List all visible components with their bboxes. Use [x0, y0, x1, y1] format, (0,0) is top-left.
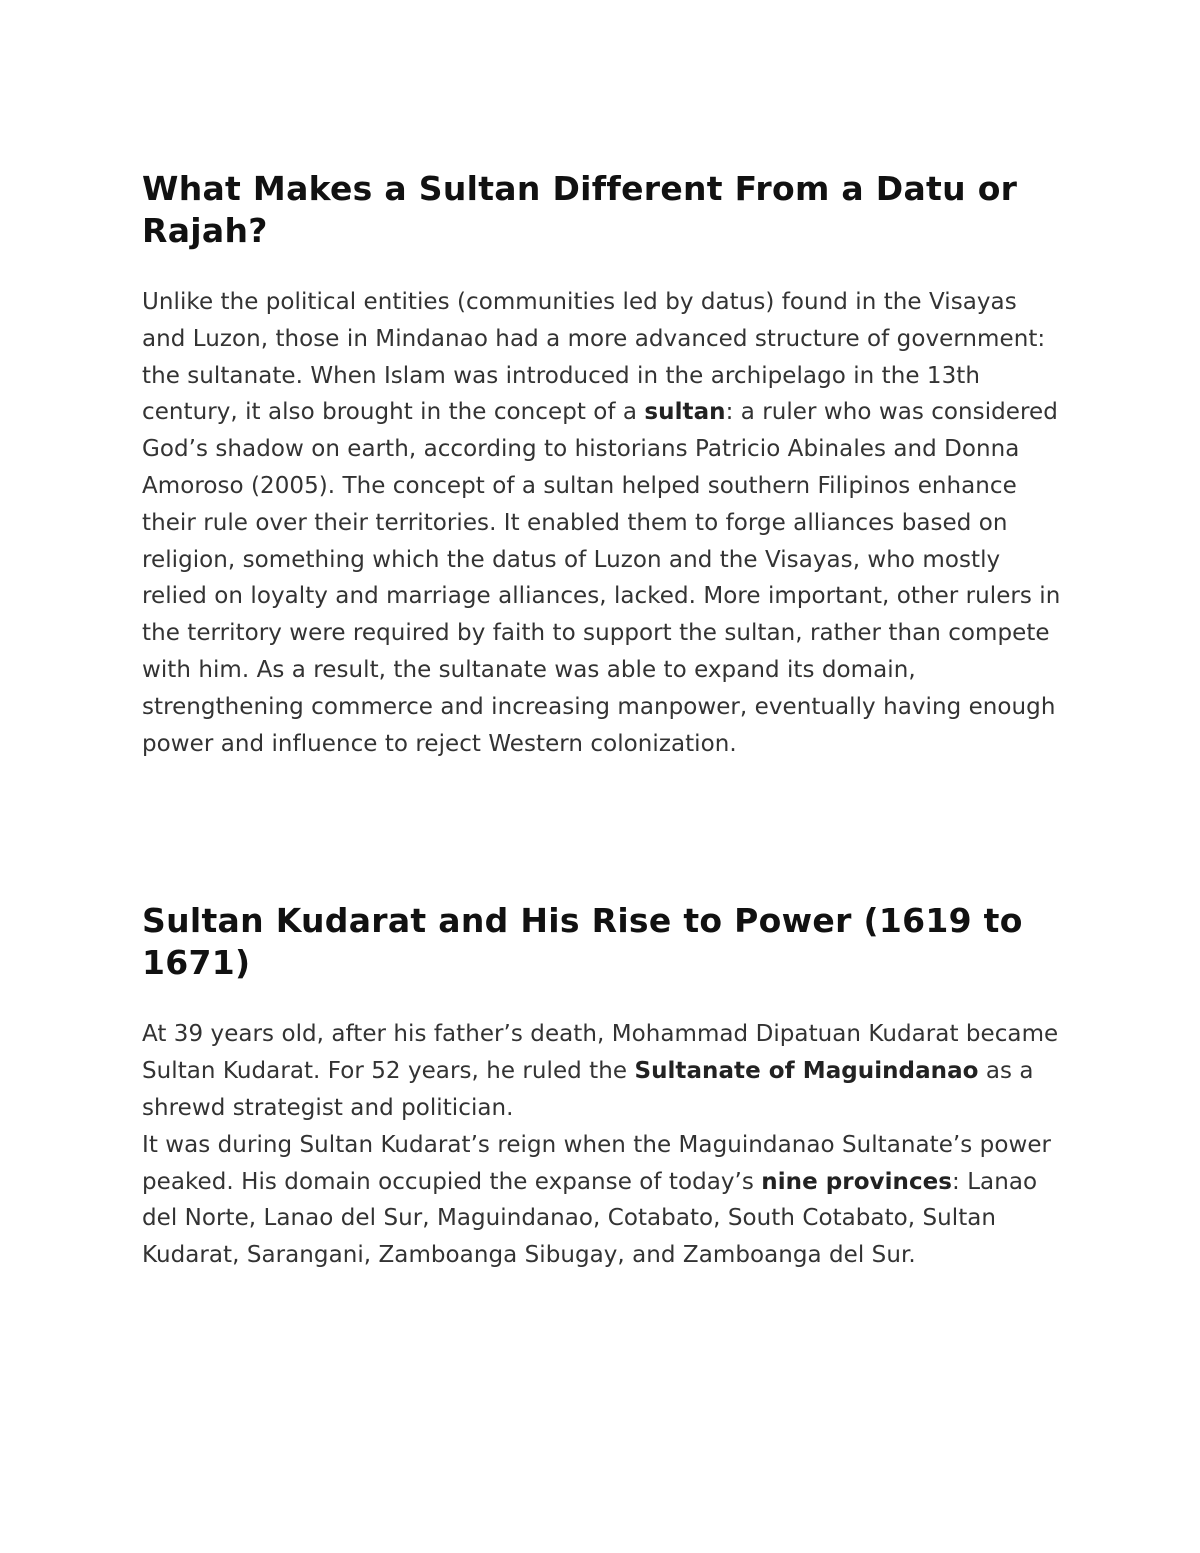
bold-term-sultanate-of-maguindanao: Sultanate of Maguindanao	[634, 1058, 979, 1085]
paragraph-kudarat-domain	[142, 1127, 1062, 1274]
bold-term-sultan: sultan	[644, 399, 726, 426]
bold-term-nine-provinces: nine provinces	[761, 1168, 953, 1195]
section-heading-sultan-vs-datu: What Makes a Sultan Different From a Datu or Rajah?	[142, 169, 1018, 250]
section-heading-sultan-kudarat: Sultan Kudarat and His Rise to Power (1619 to 1671)	[142, 901, 1023, 983]
paragraph-text: : Lanao del Norte, Lanao del Sur, Maguindanao, Cotabato, South Cotabato, Sultan Kudarat, Sarangani, Zamboanga Sibugay, and Zamboanga del Sur.	[142, 1168, 1038, 1269]
paragraph-text: : a ruler who was considered God’s shadow on earth, according to historians Patricio Abinales and Donna Amoroso (2005). The concept of a sultan helped southern Filipinos enhance their rule over their territories. It enabled them to forge alliances based on religion, something which the datus of Luzon and the Visayas, who mostly relied on loyalty and marriage alliances, lacked. More important, other rulers in the territory were required by faith to support the sultan, rather than compete with him. As a result, the sultanate was able to expand its domain, strengthening commerce and increasing manpower, eventually having enough power and influence to reject Western colonization.	[142, 399, 1061, 757]
paragraph-text: At 39 years old, after his father’s death, Mohammad Dipatuan Kudarat became Sultan Kudarat. For 52 years, he ruled the	[142, 1021, 1059, 1085]
document-body	[142, 168, 1062, 1274]
paragraph-kudarat-rule	[142, 1016, 1062, 1126]
paragraph-sultanate-structure	[142, 284, 1062, 762]
paragraph-text: It was during Sultan Kudarat’s reign when the Maguindanao Sultanate’s power peaked. His domain occupied the expanse of today’s	[142, 1131, 1052, 1195]
paragraph-text: as a shrewd strategist and politician.	[142, 1058, 1034, 1121]
paragraph-text: Unlike the political entities (communities led by datus) found in the Visayas and Luzon, those in Mindanao had a more advanced structure of government: the sultanate. When Islam was introduced in the archipelago in the 13th century, it also brought in the concept of a	[142, 289, 1046, 426]
